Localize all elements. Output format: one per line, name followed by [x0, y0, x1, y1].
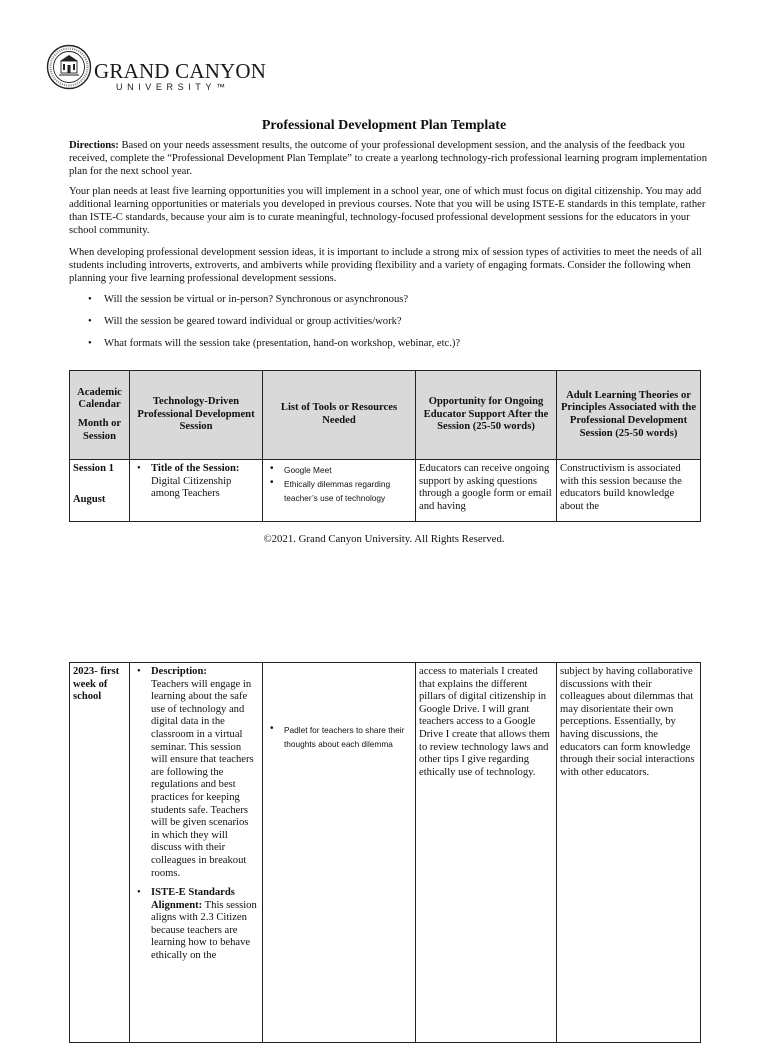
- logo-name: GRAND CANYON: [94, 59, 267, 83]
- table-row: [70, 460, 701, 522]
- plan-table: [69, 370, 701, 522]
- list-item: • Will the session be virtual or in-person? Synchronous or asynchronous?: [69, 293, 715, 306]
- session-month: August: [73, 493, 106, 505]
- directions-label: Directions:: [69, 140, 119, 151]
- header-session: Technology-Driven Professional Development Session: [130, 371, 263, 460]
- document-title: Professional Development Plan Template: [261, 118, 507, 133]
- support-cell: access to materials I created that explains the different pillars of digital citizenship in Google Drive. I will grant teachers access to a Google Drive I create that allows them to review technology laws and other tips I give regarding ethically use of technology.: [416, 663, 557, 1043]
- support-cell: Educators can receive ongoing support by asking questions through a google form or email and having: [416, 460, 557, 522]
- university-seal-icon: [46, 44, 92, 90]
- header-support: Opportunity for Ongoing Educator Support After the Session (25-50 words): [416, 371, 557, 460]
- header-tools: List of Tools or Resources Needed: [263, 371, 416, 460]
- theories-cell: subject by having collaborative discussions with their colleagues about dilemmas that may disorientate their own perceptions. Essentially, by having discussions, the educators can form knowledge through their social interactions with other educators.: [557, 663, 701, 1043]
- list-item: • Ethically dilemmas regarding teacher’s use of technology: [266, 477, 412, 505]
- list-item: • Title of the Session: Digital Citizenship among Teachers: [133, 463, 259, 501]
- header-theories: Adult Learning Theories or Principles Associated with the Professional Development Session (25-50 words): [557, 371, 701, 460]
- requirements-paragraph: Your plan needs at least five learning opportunities you will implement in a school year, one of which must focus on digital citizenship. You may add additional learning opportunities or materials you developed in previous courses. Note that you will be using ISTE-E standards in this template, rather than ISTE-C standards, because your aim is to curate meaningful, technology-focused professional development sessions for the educators in your school community.: [69, 186, 706, 237]
- header-calendar: Academic Calendar Month or Session: [70, 371, 130, 460]
- copyright-footer: ©2021. Grand Canyon University. All Rights Reserved.: [263, 533, 505, 545]
- tools-cell: [263, 663, 416, 1043]
- tools-cell: [263, 460, 416, 522]
- plan-table-continued: [69, 662, 701, 1043]
- list-item: • Description: Teachers will engage in learning about the safe use of technology and digital data in the classroom in a virtual seminar. This session will ensure that teachers are following the regulations and best practices for keeping students safe. Teachers will be given scenarios in which they will discuss with their colleagues in breakout rooms.: [133, 666, 259, 880]
- logo-subtitle: UNIVERSITY™: [116, 82, 230, 92]
- table-header-row: [70, 371, 701, 460]
- session-title-cell: [130, 460, 263, 522]
- table-row: [70, 663, 701, 1043]
- directions-paragraph: [69, 139, 715, 178]
- session-types-paragraph: When developing professional development session ideas, it is important to include a strong mix of session types of activities to meet the needs of all students including introverts, extroverts, and ambiverts while providing flexibility and a variety of engaging formats. Consider the following when planning your five learning professional development sessions.: [69, 247, 702, 285]
- planning-questions-list: [69, 293, 715, 359]
- list-item: • What formats will the session take (presentation, hand-on workshop, webinar, etc.)?: [69, 337, 715, 350]
- directions-text: Based on your needs assessment results, the outcome of your professional development session, and the analysis of the feedback you received, complete the “Professional Development Plan Template” to create a yearlong technology-rich professional learning program implementation plan for the next school year.: [69, 140, 707, 178]
- list-item: • ISTE-E Standards Alignment: This session aligns with 2.3 Citizen because teachers are learning how to behave ethically on the: [133, 887, 259, 963]
- university-logo: [46, 44, 267, 96]
- list-item: • Will the session be geared toward individual or group activities/work?: [69, 315, 715, 328]
- calendar-cell: 2023- first week of school: [70, 663, 130, 1043]
- theories-cell: Constructivism is associated with this session because the educators build knowledge about the: [557, 460, 701, 522]
- description-cell: [130, 663, 263, 1043]
- list-item: • Google Meet: [266, 463, 412, 477]
- session-cell: [70, 460, 130, 522]
- list-item: • Padlet for teachers to share their thoughts about each dilemma: [266, 723, 412, 751]
- session-label: Session 1: [73, 463, 114, 474]
